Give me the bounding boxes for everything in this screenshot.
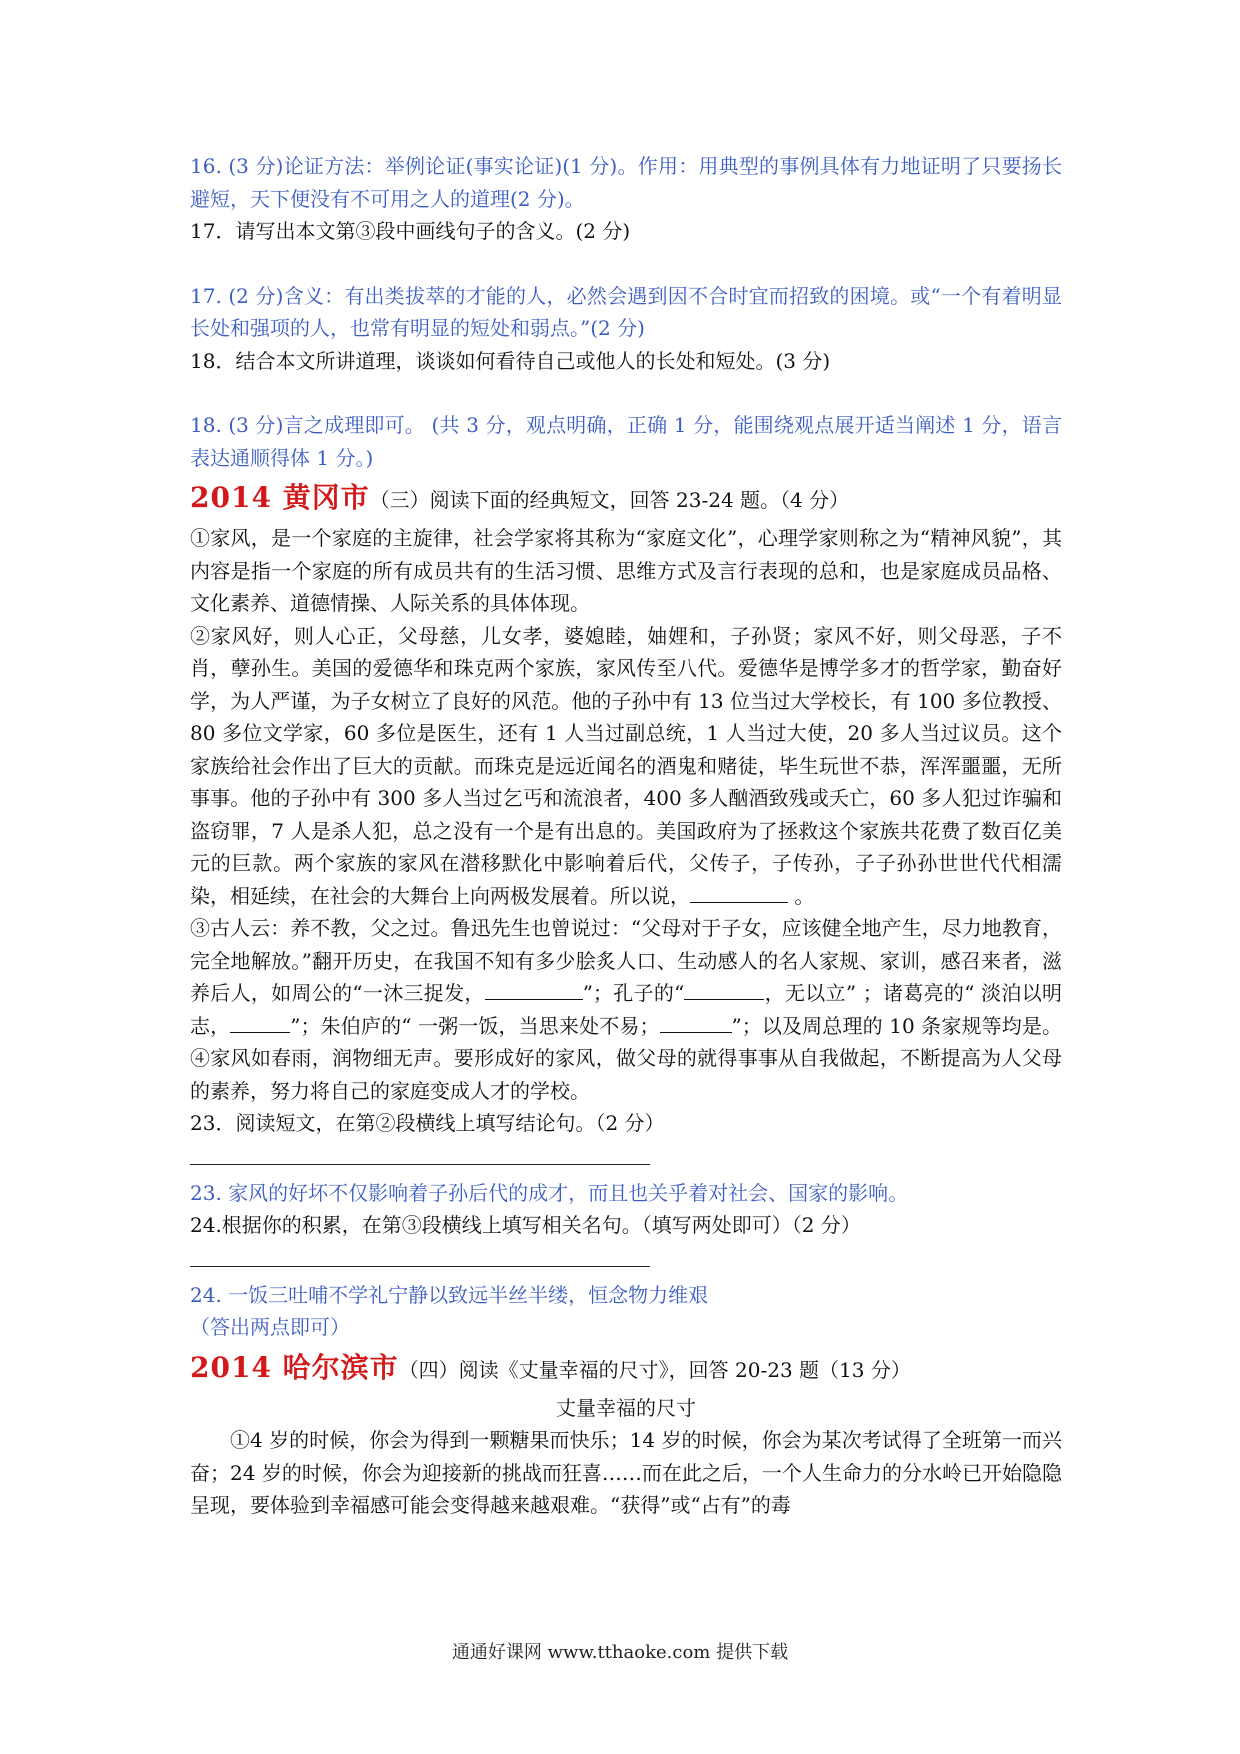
paragraph-1: ①家风，是一个家庭的主旋律，社会学家将其称为“家庭文化”，心理学家则称之为“精神风貌”，其内容是指一个家庭的所有成员共有的生活习惯、思维方式及言行表现的总和，也是家庭成员品格、文化素养、道德情操、人际关系的具体体现。 bbox=[190, 526, 1062, 615]
section-title: （四）阅读《丈量幸福的尺寸》，回答 20-23 题（13 分） bbox=[398, 1357, 911, 1382]
fill-blank bbox=[660, 1012, 732, 1033]
answer-23: 23. 家风的好坏不仅影响着子孙后代的成才，而且也关乎着对社会、国家的影响。 bbox=[190, 1180, 909, 1205]
answer-16: 16. (3 分)论证方法：举例论证(事实论证)(1 分)。作用：用典型的事例具体有力地证明了只要扬长避短，天下便没有不可用之人的道理(2 分)。 bbox=[190, 154, 1062, 211]
city-label: 2014 黄冈市 bbox=[190, 481, 370, 514]
paragraph-2: ②家风好，则人心正，父母慈，儿女孝，婆媳睦，妯娌和，子孙贤；家风不好，则父母恶，子不肖，孽孙生。美国的爱德华和珠克两个家族，家风传至八代。爱德华是博学多才的哲学家，勤奋好学，为人严谨，为子女树立了良好的风范。他的子孙中有 13 位当过大学校长，有 100 多位教授、80 多位文学家，60 多位是医生，还有 1 人当过副总统，1 人当过大使，20 多人当过议员。这个家族给社会作出了巨大的贡献。而珠克是远近闻名的酒鬼和赌徒，毕生玩世不恭，浑浑噩噩，无所事事。他的子孙中有 300 多人当过乞丐和流浪者，400 多人酗酒致残或夭亡，60 多人犯过诈骗和盗窃罪，7 人是杀人犯，总之没有一个是有出息的。美国政府为了拯救这个家族共花费了数百亿美元的巨款。两个家族的家风在潜移默化中影响着后代，父传子，子传孙，子子孙孙世世代代相濡染，相延续，在社会的大舞台上向两极发展着。所以说， 。 bbox=[190, 623, 1062, 908]
fill-blank bbox=[230, 1012, 290, 1033]
answer-24: 24. 一饭三吐哺不学礼宁静以致远半丝半缕，恒念物力维艰 bbox=[190, 1282, 709, 1307]
question-18: 18．结合本文所讲道理，谈谈如何看待自己或他人的长处和短处。(3 分) bbox=[190, 348, 831, 373]
question-24: 24.根据你的积累，在第③段横线上填写相关名句。（填写两处即可）（2 分） bbox=[190, 1213, 861, 1237]
document-body bbox=[190, 150, 1062, 1522]
answer-line bbox=[190, 1266, 650, 1267]
paragraph-3: ③古人云：养不教，父之过。鲁迅先生也曾说过：“父母对于子女，应该健全地产生，尽力地教育，完全地解放。”翻开历史，在我国不知有多少脍炙人口、生动感人的名人家规、家训，感召来者，滋养后人，如周公的“一沐三捉发， ”；孔子的“ ，无以立” ；诸葛亮的“ 淡泊以明志， ”；朱伯庐的“ 一粥一饭，当思来处不易； ”；以及周总理的 10 条家规等均是。④家风如春雨，润物细无声。要形成好的家风，做父母的就得事事从自我做起，不断提高为人父母的素养，努力将自己的家庭变成人才的学校。 bbox=[190, 916, 1063, 1103]
fill-blank bbox=[485, 979, 583, 1000]
section-heading-harbin bbox=[190, 1346, 1062, 1392]
question-17: 17．请写出本文第③段中画线句子的含义。(2 分) bbox=[190, 219, 631, 243]
section-heading-huanggang bbox=[190, 476, 1062, 522]
city-label: 2014 哈尔滨市 bbox=[190, 1350, 399, 1384]
fill-blank bbox=[684, 979, 764, 1000]
question-23: 23．阅读短文，在第②段横线上填写结论句。（2 分） bbox=[190, 1111, 665, 1135]
page-footer: 通通好课网 www.tthaoke.com 提供下载 bbox=[451, 1642, 789, 1663]
answer-24-note: （答出两点即可） bbox=[190, 1315, 350, 1339]
fill-blank bbox=[690, 882, 788, 903]
answer-18: 18. (3 分)言之成理即可。 (共 3 分，观点明确，正确 1 分，能围绕观点展开适当阐述 1 分，语言表达通顺得体 1 分。) bbox=[190, 413, 1062, 470]
answer-line bbox=[190, 1164, 650, 1165]
section-title: （三）阅读下面的经典短文，回答 23-24 题。（4 分） bbox=[369, 488, 850, 512]
answer-17: 17. (2 分)含义：有出类拔萃的才能的人，必然会遇到因不合时宜而招致的困境。或“一个有着明显长处和强项的人，也常有明显的短处和弱点。”(2 分) bbox=[190, 283, 1062, 340]
article-paragraph-1: ①4 岁的时候，你会为得到一颗糖果而快乐；14 岁的时候，你会为某次考试得了全班第一而兴奋；24 岁的时候，你会为迎接新的挑战而狂喜……而在此之后，一个人生命力的分水岭已开始隐隐呈现，要体验到幸福感可能会变得越来越艰难。“获得”或“占有”的毒 bbox=[190, 1428, 1062, 1517]
article-title: 丈量幸福的尺寸 bbox=[556, 1395, 696, 1420]
